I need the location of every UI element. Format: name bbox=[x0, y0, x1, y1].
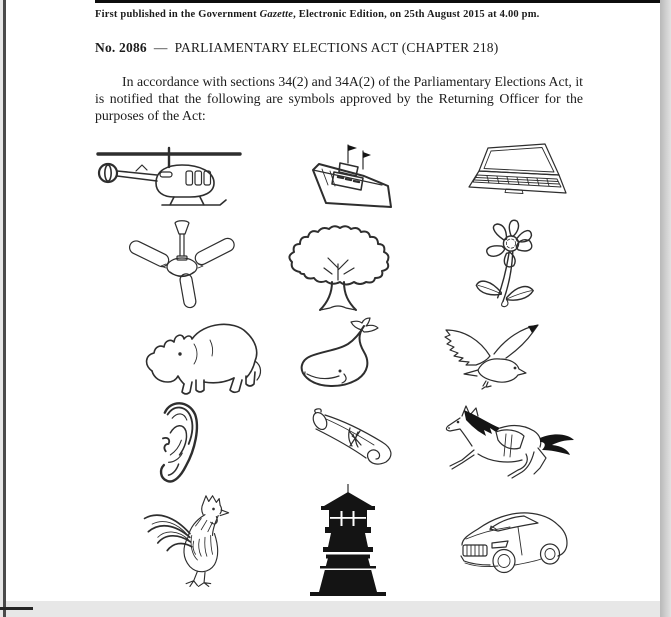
symbol-galloping-horse bbox=[434, 398, 578, 484]
publication-note-suffix: , Electronic Edition, on 25th August 2015 at 4.00 pm. bbox=[293, 9, 540, 20]
page-top-border bbox=[95, 0, 660, 3]
symbol-scroll bbox=[306, 406, 408, 478]
notice-separator-dash: — bbox=[153, 40, 168, 55]
flower-icon bbox=[470, 216, 552, 312]
symbol-flower bbox=[470, 216, 552, 312]
notice-number: No. 2086 bbox=[95, 40, 147, 55]
galloping-horse-icon bbox=[434, 398, 578, 484]
lighthouse-icon bbox=[304, 484, 392, 602]
ear-icon bbox=[142, 398, 206, 488]
laptop-icon bbox=[462, 142, 568, 206]
symbol-ear bbox=[142, 398, 206, 488]
helicopter-icon bbox=[94, 146, 244, 210]
symbol-car bbox=[452, 498, 582, 580]
scan-bottom-left-mark bbox=[0, 607, 33, 610]
gazette-page bbox=[6, 0, 660, 601]
ceiling-fan-icon bbox=[124, 218, 240, 312]
publication-note bbox=[95, 8, 575, 22]
notice-act-title: PARLIAMENTARY ELECTIONS ACT (CHAPTER 218) bbox=[174, 40, 499, 55]
whale-icon bbox=[294, 316, 388, 400]
symbol-helicopter bbox=[94, 146, 244, 210]
publication-note-prefix: First published in the Government bbox=[95, 9, 260, 20]
gazette-name-italic: Gazette bbox=[259, 9, 294, 20]
car-icon bbox=[452, 498, 582, 580]
ship-icon bbox=[306, 140, 401, 218]
symbol-rooster bbox=[132, 492, 244, 594]
flying-bird-icon bbox=[436, 318, 550, 392]
symbol-flying-bird bbox=[436, 318, 550, 392]
notice-paragraph: In accordance with sections 34(2) and 34A(2) of the Parliamentary Elections Act, it is notified that the following are symbols approved by the Returning Officer for the purposes of the Act: bbox=[95, 74, 583, 123]
symbol-ship bbox=[306, 140, 401, 218]
scroll-icon bbox=[306, 406, 408, 478]
notice-heading bbox=[95, 40, 635, 56]
symbol-whale bbox=[294, 316, 388, 400]
rooster-icon bbox=[132, 492, 244, 594]
symbol-tree bbox=[286, 224, 392, 312]
symbol-ceiling-fan bbox=[124, 218, 240, 312]
symbol-lighthouse bbox=[304, 484, 392, 602]
tree-icon bbox=[286, 224, 392, 312]
symbol-rhinoceros bbox=[142, 314, 274, 398]
scan-left-edge-line bbox=[3, 0, 6, 617]
symbol-laptop bbox=[462, 142, 568, 206]
rhinoceros-icon bbox=[142, 314, 274, 398]
scan-right-margin bbox=[660, 0, 671, 617]
